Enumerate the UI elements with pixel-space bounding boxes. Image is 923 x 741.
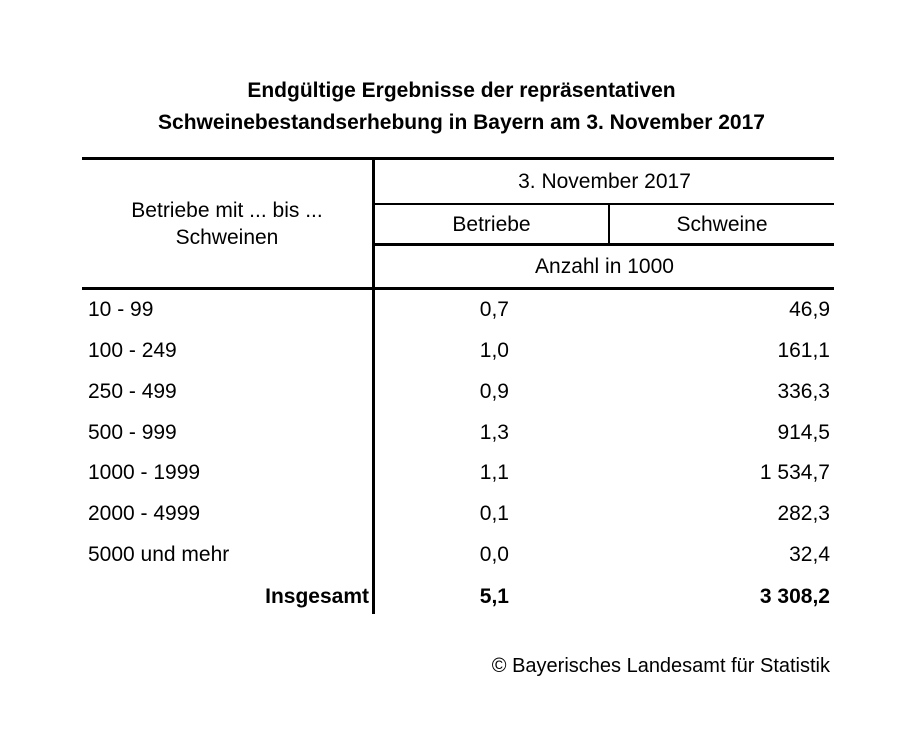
table-top-rule [82,157,834,160]
row-label: 250 - 499 [88,380,177,403]
row-label-header-line-1: Betriebe mit ... bis ... [131,199,323,222]
row-label: 500 - 999 [88,421,177,444]
schweine-value: 161,1 [777,339,830,362]
source-note: © Bayerisches Landesamt für Statistik [491,655,830,677]
schweine-value: 336,3 [777,380,830,403]
schweine-value: 914,5 [777,421,830,444]
row-label-header-line-2: Schweinen [175,226,279,249]
row-label: 1000 - 1999 [88,461,201,484]
total-schweine-value: 3 308,2 [759,585,830,608]
betriebe-header: Betriebe [452,213,531,236]
row-label: 100 - 249 [88,339,177,362]
title-line-2: Schweinebestandserhebung in Bayern am 3. November 2017 [158,111,765,134]
row-label: 5000 und mehr [88,543,230,566]
schweine-header: Schweine [676,213,768,236]
row-label: 2000 - 4999 [88,502,201,525]
header-bottom-rule [82,287,834,290]
betriebe-value: 0,7 [479,298,509,321]
total-label: Insgesamt [265,585,369,608]
header-rule-date [374,203,834,205]
row-label: 10 - 99 [88,298,154,321]
unit-header: Anzahl in 1000 [535,255,674,278]
schweine-value: 282,3 [777,502,830,525]
schweine-value: 32,4 [789,543,830,566]
title-line-1: Endgültige Ergebnisse der repräsentativen [247,79,676,102]
betriebe-value: 0,1 [479,502,509,525]
betriebe-value: 1,1 [479,461,509,484]
header-rule-columns [374,243,834,246]
date-header: 3. November 2017 [518,170,691,193]
betriebe-value: 0,9 [479,380,509,403]
schweine-value: 46,9 [789,298,830,321]
schweine-value: 1 534,7 [759,461,830,484]
betriebe-value: 0,0 [479,543,509,566]
total-betriebe-value: 5,1 [479,585,509,608]
betriebe-value: 1,3 [479,421,509,444]
betriebe-value: 1,0 [479,339,509,362]
